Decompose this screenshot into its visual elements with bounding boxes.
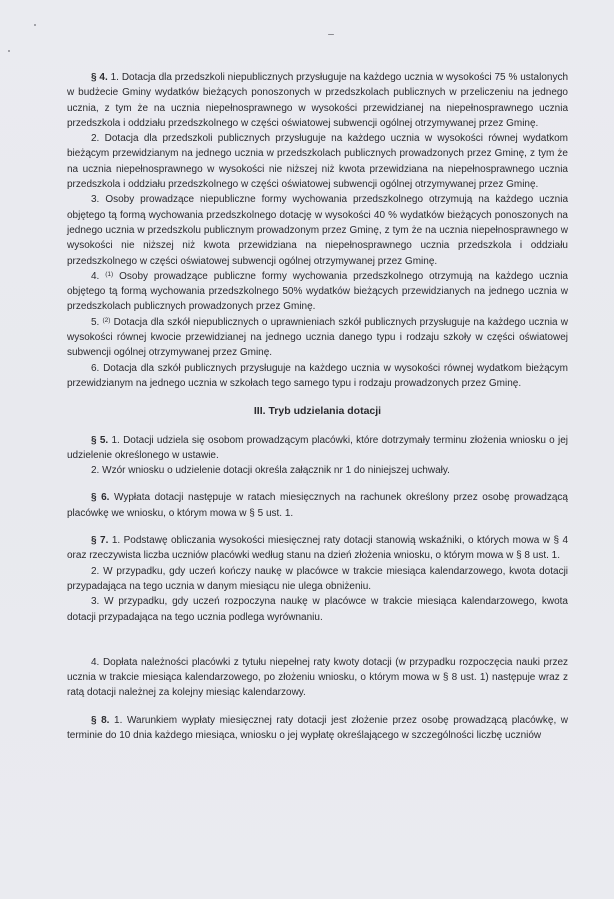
para-number: 2. xyxy=(91,465,100,477)
para-number: 1. xyxy=(111,535,121,547)
para-text: Wzór wniosku o udzielenie dotacji określa załącznik nr 1 do niniejszej uchwały. xyxy=(102,465,450,477)
section-4-para-5 xyxy=(67,315,568,361)
section-4-para-6 xyxy=(67,361,568,392)
para-text: Dotacja dla szkół niepublicznych o uprawnieniach szkół publicznych przysługuje na każdego ucznia w wysokości równej kwocie przewidzianej na jednego ucznia danego typu i rodzaju szkoły w części oświatowej subwencji ogólnej otrzymywanej przez Gminę. xyxy=(67,316,568,359)
section-4-para-3 xyxy=(67,192,568,268)
spacer xyxy=(67,701,568,713)
footnote-ref[interactable]: (1) xyxy=(105,270,114,278)
spacer xyxy=(67,521,568,533)
para-text: Warunkiem wypłaty miesięcznej raty dotacji jest złożenie przez osobę prowadzącą placówkę, w terminie do 10 dnia każdego miesiąca, wniosku o jej wypłatę określającego w szczególności liczbę uczniów xyxy=(67,714,568,741)
section-marker: § 5. xyxy=(91,434,109,446)
para-text: Dotacja dla szkół publicznych przysługuje na każdego ucznia w wysokości równej wydatkom bieżącym przewidzianym na jednego ucznia w szkołach tego samego typu i rodzaju prowadzonych przez Gminę. xyxy=(67,362,568,389)
section-6 xyxy=(67,490,568,521)
section-5-para-2 xyxy=(67,463,568,478)
para-number: 1. xyxy=(110,72,119,83)
section-7-para-3 xyxy=(67,594,568,625)
para-text: W przypadku, gdy uczeń kończy naukę w placówce w trakcie miesiąca kalendarzowego, kwota dotacji przypadająca na tego ucznia w danym miesiącu nie ulega obniżeniu. xyxy=(67,565,569,592)
para-number: 4. xyxy=(91,656,100,668)
section-4-para-1 xyxy=(67,70,568,131)
footnote-ref[interactable]: (2) xyxy=(102,316,111,324)
section-4-para-2 xyxy=(67,131,568,192)
para-text: Osoby prowadzące niepubliczne formy wychowania przedszkolnego otrzymują na każdego ucznia objętego tą formą wychowania przedszkolnego dotację w wysokości 40 % wydatków bieżących ponoszonych na jednego ucznia w przedszkolu publicznym prowadzonym przez Gminę, z tym że na ucznia niepełnosprawnego w wysokości nie niższej niż kwota przewidziana na niepełnosprawnego ucznia przedszkola i oddziału przedszkolnego w części oświatowej subwencji ogólnej otrzymywanej przez Gminę. xyxy=(67,194,569,267)
para-number: 3. xyxy=(91,194,100,206)
para-text: Wypłata dotacji następuje w ratach miesięcznych na rachunek określony przez osobę prowadzącą placówkę we wniosku, o którym mowa w § 5 ust. 1. xyxy=(67,492,568,519)
document-body xyxy=(67,70,568,743)
para-number: 1. xyxy=(111,434,120,446)
chapter-heading: III. Tryb udzielania dotacji xyxy=(253,405,382,418)
section-marker: § 8. xyxy=(91,714,110,726)
para-number: 2. xyxy=(91,565,100,577)
scan-speck xyxy=(34,24,36,26)
para-text: Dotacja dla przedszkoli niepublicznych przysługuje na każdego ucznia w wysokości 75 % ustalonych w budżecie Gminy wydatków bieżących ponoszonych w przedszkolach publicznych w przeliczeniu na jednego ucznia, z tym że na ucznia niepełnosprawnego w wysokości przewidzianej na niepełnosprawnego ucznia przedszkola i oddziału przedszkolnego w części oświatowej subwencji ogólnej otrzymywanej przez Gminę. xyxy=(67,72,568,129)
para-text: Podstawę obliczania wysokości miesięcznej raty dotacji stanowią wskaźniki, o których mowa w § 4 oraz rzeczywista liczba uczniów placówki według stanu na dzień złożenia wniosku, o którym mowa w § 8 ust. 1. xyxy=(67,535,569,562)
scan-speck xyxy=(328,34,334,35)
section-7-para-2 xyxy=(67,564,568,595)
para-number: 3. xyxy=(91,596,100,608)
section-8-para-1 xyxy=(67,713,568,744)
section-5-para-1 xyxy=(67,433,568,464)
para-number: 5. xyxy=(91,316,100,328)
para-number: 2. xyxy=(91,133,100,145)
scan-speck xyxy=(8,50,10,52)
section-4-para-4 xyxy=(67,269,568,315)
para-text: Dotacji udziela się osobom prowadzącym placówki, które dotrzymały terminu złożenia wniosku o jej udzielenie określonego w ustawie. xyxy=(67,434,569,461)
para-number: 1. xyxy=(114,714,123,726)
spacer xyxy=(67,478,568,490)
section-marker: § 6. xyxy=(91,492,110,504)
section-7-para-1 xyxy=(67,533,568,564)
spacer xyxy=(67,625,568,655)
para-text: W przypadku, gdy uczeń rozpoczyna naukę w placówce w trakcie miesiąca kalendarzowego, kwota dotacji przypadająca na tego ucznia podlega wyrównaniu. xyxy=(67,596,568,623)
section-marker: § 7. xyxy=(91,535,109,547)
para-text: Osoby prowadzące publiczne formy wychowania przedszkolnego otrzymują na każdego ucznia objętego tą formą wychowania przedszkolnego 50% wydatków bieżących przewidzianych na jednego ucznia w przedszkolach publicznych prowadzonych przez Gminę. xyxy=(67,270,568,313)
section-7-para-4 xyxy=(67,655,568,701)
section-marker: § 4. xyxy=(91,72,108,83)
para-text: Dopłata należności placówki z tytułu niepełnej raty kwoty dotacji (w przypadku rozpoczęcia nauki przez ucznia w trakcie miesiąca kalendarzowego, po złożeniu wniosku, o którym mowa w § 8 ust. 1) następuje wraz z ratą dotacji należnej za kolejny miesiąc kalendarzowy. xyxy=(67,656,569,699)
para-number: 4. xyxy=(91,270,100,282)
para-text: Dotacja dla przedszkoli publicznych przysługuje na każdego ucznia w wysokości równej wydatkom bieżącym przewidzianym na jednego ucznia w przedszkolach publicznych prowadzonych przez Gminę, z tym że na ucznia niepełnosprawnego w wysokości nie niższej niż kwota przewidziana na niepełnosprawnego ucznia przedszkola i oddziału przedszkolnego w części oświatowej subwencji ogólnej otrzymywanej przez Gminę. xyxy=(67,133,569,191)
para-number: 6. xyxy=(91,362,100,374)
